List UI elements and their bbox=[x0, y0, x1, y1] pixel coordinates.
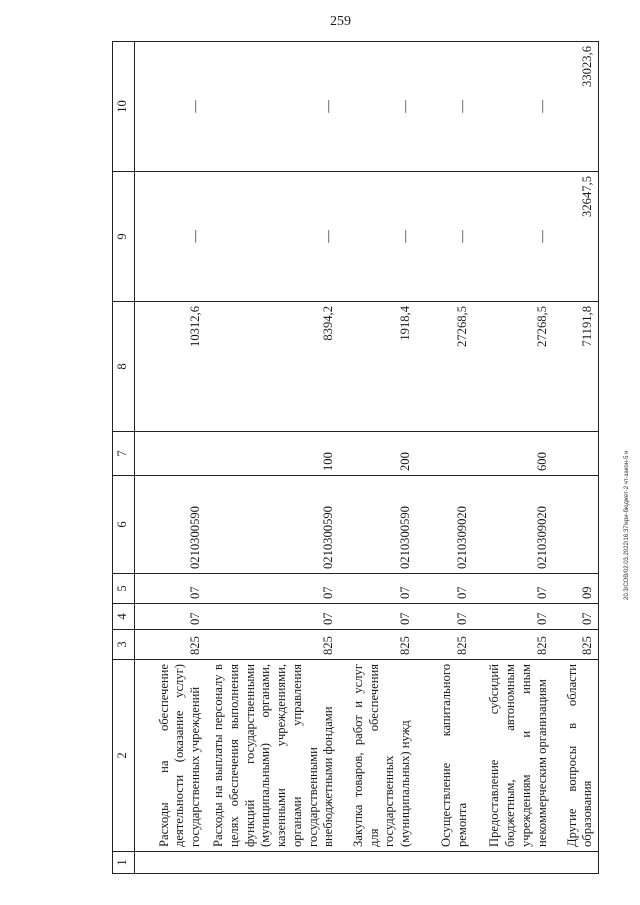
cell-number bbox=[472, 852, 552, 874]
cell-code-6: 0210309020 bbox=[472, 476, 552, 574]
cell-value-9: 32647,5 bbox=[552, 172, 598, 302]
table-row bbox=[472, 42, 552, 874]
cell-code-5: 07 bbox=[416, 574, 472, 604]
cell-code-3: 825 bbox=[472, 630, 552, 660]
cell-code-6: 0210309020 bbox=[416, 476, 472, 574]
cell-description: Расходы на выплаты персоналу в целях обеспечения выполнения функций государственными (муниципальными) органами, казенными учреждениями, органами управления государственными внебюджетными фондами bbox=[206, 660, 339, 852]
cell-code-4: 07 bbox=[206, 604, 339, 630]
table-row bbox=[552, 42, 598, 874]
header-cell: 1 bbox=[113, 852, 135, 874]
cell-code-7 bbox=[416, 432, 472, 476]
cell-value-8: 8394,2 bbox=[206, 302, 339, 432]
table-header-row bbox=[113, 42, 135, 874]
cell-code-6: 0210300590 bbox=[134, 476, 206, 574]
budget-table bbox=[112, 41, 599, 874]
cell-value-8: 1918,4 bbox=[339, 302, 416, 432]
cell-code-4: 07 bbox=[552, 604, 598, 630]
cell-value-10: — bbox=[472, 42, 552, 172]
header-cell: 6 bbox=[113, 476, 135, 574]
cell-code-7 bbox=[552, 432, 598, 476]
header-cell: 5 bbox=[113, 574, 135, 604]
cell-code-6 bbox=[552, 476, 598, 574]
cell-code-3: 825 bbox=[134, 630, 206, 660]
document-stamp: 20.3/СОВ/02.03.2022/16:37/кри-бюджет-2 чт-закон-5 н bbox=[624, 450, 630, 600]
cell-code-5: 07 bbox=[472, 574, 552, 604]
cell-code-7 bbox=[134, 432, 206, 476]
cell-number bbox=[552, 852, 598, 874]
cell-code-5: 07 bbox=[339, 574, 416, 604]
cell-code-4: 07 bbox=[339, 604, 416, 630]
cell-value-9: — bbox=[472, 172, 552, 302]
cell-description: Осуществление капитального ремонта bbox=[416, 660, 472, 852]
cell-value-10: — bbox=[134, 42, 206, 172]
cell-description: Другие вопросы в области образования bbox=[552, 660, 598, 852]
cell-code-6: 0210300590 bbox=[339, 476, 416, 574]
cell-value-10: — bbox=[339, 42, 416, 172]
header-cell: 3 bbox=[113, 630, 135, 660]
cell-code-5: 07 bbox=[134, 574, 206, 604]
cell-value-10: — bbox=[206, 42, 339, 172]
cell-value-9: — bbox=[339, 172, 416, 302]
cell-number bbox=[206, 852, 339, 874]
table-row bbox=[339, 42, 416, 874]
cell-number bbox=[339, 852, 416, 874]
header-cell: 10 bbox=[113, 42, 135, 172]
cell-number bbox=[134, 852, 206, 874]
cell-value-9: — bbox=[134, 172, 206, 302]
cell-code-3: 825 bbox=[552, 630, 598, 660]
cell-description: Предоставление субсидий бюджетным, автономным учреждениям и иным некоммерческим организациям bbox=[472, 660, 552, 852]
table-row bbox=[134, 42, 206, 874]
header-cell: 2 bbox=[113, 660, 135, 852]
rotated-table-wrapper bbox=[112, 42, 599, 874]
header-cell: 9 bbox=[113, 172, 135, 302]
header-cell: 4 bbox=[113, 604, 135, 630]
cell-value-8: 71191,8 bbox=[552, 302, 598, 432]
cell-value-8: 27268,5 bbox=[472, 302, 552, 432]
header-cell: 7 bbox=[113, 432, 135, 476]
cell-description: Расходы на обеспечение деятельности (оказание услуг) государственных учреждений bbox=[134, 660, 206, 852]
cell-number bbox=[416, 852, 472, 874]
cell-code-5: 09 bbox=[552, 574, 598, 604]
cell-code-3: 825 bbox=[206, 630, 339, 660]
cell-code-7: 200 bbox=[339, 432, 416, 476]
cell-value-8: 27268,5 bbox=[416, 302, 472, 432]
cell-code-4: 07 bbox=[134, 604, 206, 630]
cell-value-9: — bbox=[416, 172, 472, 302]
cell-code-7: 600 bbox=[472, 432, 552, 476]
cell-code-4: 07 bbox=[472, 604, 552, 630]
cell-code-3: 825 bbox=[416, 630, 472, 660]
cell-code-7: 100 bbox=[206, 432, 339, 476]
cell-code-6: 0210300590 bbox=[206, 476, 339, 574]
cell-value-10: 33023,6 bbox=[552, 42, 598, 172]
cell-code-3: 825 bbox=[339, 630, 416, 660]
cell-code-5: 07 bbox=[206, 574, 339, 604]
cell-code-4: 07 bbox=[416, 604, 472, 630]
cell-value-8: 10312,6 bbox=[134, 302, 206, 432]
cell-description: Закупка товаров, работ и услуг для обеспечения государственных (муниципальных) нужд bbox=[339, 660, 416, 852]
header-cell: 8 bbox=[113, 302, 135, 432]
page-number: 259 bbox=[330, 14, 351, 29]
cell-value-10: — bbox=[416, 42, 472, 172]
table-row bbox=[206, 42, 339, 874]
cell-value-9: — bbox=[206, 172, 339, 302]
table-row bbox=[416, 42, 472, 874]
